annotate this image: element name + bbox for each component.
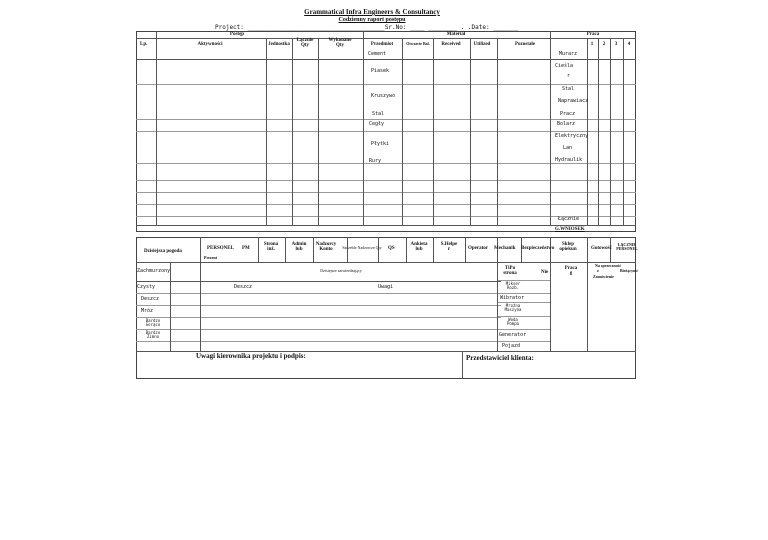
project-label: Project:: [215, 24, 244, 31]
labour-item: Lan: [563, 145, 573, 151]
biezacymi-label: Bieżącymi: [620, 268, 638, 273]
z-label: z: [597, 268, 599, 273]
sklep-opiekun-label: Sklep opiekun: [559, 242, 577, 252]
bardzo-zimno-label: Bardzo Zimno: [145, 330, 161, 339]
admin-lub-label: Admin lub: [291, 242, 307, 252]
col-line: [285, 237, 286, 262]
row-line: [497, 293, 550, 294]
report-title: Codzienny raport postępu: [338, 17, 406, 23]
szczeble-label: Szczeble Nadzorcze Qty: [342, 245, 382, 250]
row-line: [136, 341, 501, 342]
praca-col-1: 1: [590, 42, 594, 47]
row-line: [136, 225, 636, 226]
col-line: [156, 31, 157, 225]
labour-item: Hydraulik: [555, 157, 583, 163]
tipo-strona-label: TiPo strona: [503, 266, 517, 276]
personel-label: PERSONEL: [207, 246, 234, 251]
praca-col-3: 3: [614, 42, 618, 47]
row-line: [136, 204, 636, 205]
jednostka-header: Jednostka: [268, 42, 290, 47]
row-line: [136, 262, 636, 263]
na-sprzecznosc-label: Na sprzeczność: [595, 263, 622, 268]
mroz-label: Mróz: [141, 308, 154, 314]
col-line: [266, 38, 267, 225]
dzisiejsza-pogoda-label: Dzisiejsza pogoda: [144, 249, 182, 254]
material-item: Rury: [369, 158, 382, 164]
zachmurzony-label: Zachmurzony: [137, 268, 171, 274]
date-input[interactable]: _______: [493, 24, 519, 31]
col-line: [470, 38, 471, 225]
material-item: Cement: [368, 51, 387, 57]
pm-label: PM: [242, 246, 250, 251]
col-line: [610, 38, 611, 225]
sr-no-input[interactable]: ____ ________ . .: [410, 24, 472, 31]
material-item: Piasek: [371, 68, 390, 74]
przedmiot-header: Przedmiot: [370, 42, 394, 47]
row-line: [497, 329, 550, 330]
col-line: [313, 237, 314, 262]
czysty-label: Czysty: [137, 284, 156, 290]
mikser-label: Mikser Rozb.: [505, 281, 521, 290]
project-input[interactable]: ______________________________________: [247, 24, 385, 31]
deszcz-label: Deszcz: [141, 296, 160, 302]
row-line: [136, 180, 636, 181]
pojazd-label: Pojazd: [502, 343, 521, 349]
bardzo-goraco-label: Bardzo Gorąco: [145, 318, 161, 327]
pozostale-header: Pozostałe: [515, 42, 535, 47]
s-helper-label: S.Helpe r: [440, 242, 458, 252]
col-line: [402, 38, 403, 225]
nadzorcy-konto-label: Nadzorcy Konto: [315, 242, 337, 252]
material-item: Stal: [372, 111, 385, 117]
labour-total: Łącznie: [558, 216, 580, 222]
row-line: [136, 305, 501, 306]
row-line: [136, 192, 636, 193]
row-line: [136, 38, 636, 39]
col-line: [363, 31, 364, 225]
generator-label: Generator: [499, 332, 527, 338]
col-line: [497, 38, 498, 225]
uwagi-kierownika-label: Uwagi kierownika projektu i podpis:: [196, 352, 306, 360]
przedstawiciel-label: Przedstawiciel klienta:: [466, 354, 534, 362]
lacznie-personel-label: ŁĄCZNIE PERSONEL: [616, 242, 638, 251]
material-item: Płytki: [371, 141, 390, 147]
row-line: [136, 317, 501, 318]
postep-header: Postęp: [229, 32, 245, 37]
praca-col-2: 2: [602, 42, 606, 47]
praca-header: Praca: [586, 32, 600, 37]
mechanik-label: Mechanik: [494, 246, 516, 251]
col-line: [623, 38, 624, 225]
col-line: [598, 38, 599, 225]
col-line: [433, 237, 434, 262]
col-line: [550, 31, 551, 225]
row-line: [136, 84, 636, 85]
date-label: Date:: [471, 24, 490, 31]
wniosek-label: G.WNIOSEK: [555, 227, 585, 232]
col-line: [465, 237, 466, 262]
ankieta-lub-label: Ankieta lub: [410, 242, 428, 252]
praca-col-4: 4: [627, 42, 631, 47]
col-line: [292, 38, 293, 225]
gotowosc-label: Gotowość: [591, 246, 612, 251]
row-line: [497, 341, 550, 342]
row-line: [136, 131, 636, 132]
col-line: [497, 237, 498, 351]
row-line: [136, 163, 636, 164]
wibrator-label: Wibrator: [500, 295, 525, 301]
row-line: [136, 119, 636, 120]
material-item: Cegły: [369, 121, 385, 127]
labour-item: Elektryczny: [555, 133, 589, 139]
qs-label: QS: [388, 246, 395, 251]
col-line: [433, 38, 434, 225]
row-line: [136, 329, 501, 330]
col-line: [587, 38, 588, 225]
col-line: [200, 237, 201, 262]
otwarcie-bal-header: Otwarcie Bal.: [406, 41, 430, 46]
lp-header: Lp.: [140, 42, 148, 47]
wykonane-qty-header: Wykonane Qty: [328, 38, 352, 48]
row-line: [136, 293, 501, 294]
mrozna-maszyna-label: Mroźna Maszyna: [504, 303, 522, 312]
strona-inz-label: Strona inż.: [263, 242, 279, 252]
sr-no-label: Sr.No:: [384, 24, 407, 31]
col-line: [318, 38, 319, 225]
row-line: [136, 59, 636, 60]
col-line: [258, 237, 259, 262]
material-header: Materiał: [446, 32, 466, 37]
operator-label: Operator: [468, 246, 488, 251]
nie-label: Nie: [541, 270, 549, 275]
col-line: [406, 237, 407, 262]
woda-pompa-label: Woda Pompa: [506, 317, 520, 326]
praca-g-label: Praca g: [564, 266, 578, 276]
labour-item: Pracz: [560, 111, 576, 117]
col-line: [170, 262, 171, 351]
row-line: [136, 281, 501, 282]
col-line: [587, 237, 588, 351]
bezpieczenstwo-label: Bezpieczeństwo: [521, 246, 555, 251]
uwagi-label: Uwagi: [378, 284, 394, 290]
prezent-label: Prezent: [204, 255, 218, 260]
material-item: Kruszywo: [371, 93, 396, 99]
utilized-header: Utilized: [473, 42, 491, 47]
labour-item: Stal: [562, 86, 575, 92]
labour-item: Murarz: [559, 51, 578, 57]
received-header: Received: [441, 42, 461, 47]
company-name: Grammatical Infra Engineers & Consultancy: [304, 8, 440, 16]
deszcz-label-left: Deszcz: [234, 284, 253, 290]
labour-item: Naprawiacz: [558, 98, 589, 104]
zamowienie-label: Zamówienie: [593, 274, 614, 279]
lacznie-qty-header: Łącznie Qty: [296, 38, 314, 48]
dzisiejsze-zatwierdzajacy-label: Dzisiejsze zatwierdzający: [320, 268, 362, 273]
row-line: [497, 316, 550, 317]
labour-item: Bolarz: [557, 121, 576, 127]
col-line: [550, 237, 551, 351]
aktywnosci-header: Aktywności: [197, 42, 223, 47]
col-line: [200, 262, 201, 351]
labour-item: Cieśla: [555, 63, 574, 69]
labour-item: r: [567, 73, 571, 79]
col-line: [462, 351, 463, 379]
